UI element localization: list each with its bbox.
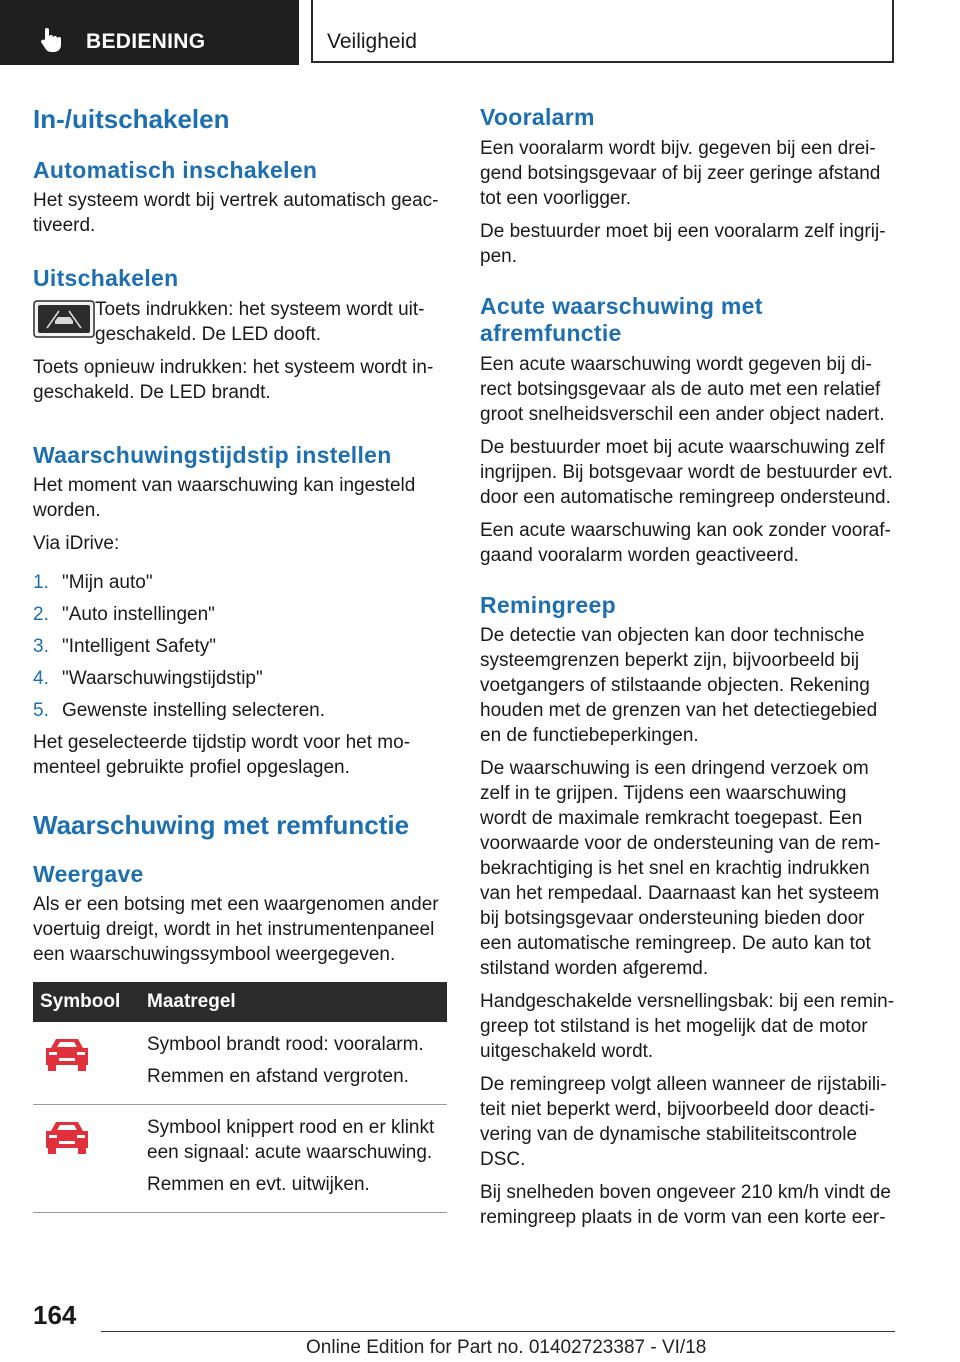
paragraph-time-2: Via iDrive:: [33, 532, 120, 554]
section-header: [311, 0, 894, 63]
heading-waarschuwing-remfunctie: Waarschuwing met remfunctie: [33, 809, 410, 840]
left-column: [33, 100, 447, 1213]
paragraph-display: Als er een botsing met een waargenomen ander voertuig dreigt, wordt in het instrumentenpaneel een waarschuwingssymbool weergegeven.: [33, 893, 439, 965]
paragraph-time-1: Het moment van waarschuwing kan ingesteld worden.: [33, 474, 416, 521]
measure-text: Symbool brandt rood: vooralarm.: [147, 1033, 424, 1055]
column-header-symbool: Symbool: [33, 982, 147, 1022]
table-row: [33, 1022, 447, 1105]
paragraph-pre-2: De bestuurder moet bij een vooralarm zelf ingrijpen.: [480, 220, 886, 267]
section-title: Veiligheid: [327, 30, 417, 53]
paragraph-brake-4: De remingreep volgt alleen wanneer de rijstabiliteit niet beperkt werd, bijvoorbeeld door deactivering van de dynamische stabiliteitscontrole DSC.: [480, 1074, 887, 1171]
paragraph-off-2: Toets opnieuw indrukken: het systeem wordt ingeschakeld. De LED brandt.: [33, 357, 434, 404]
page-number: 164: [33, 1300, 77, 1330]
measure-text: Remmen en evt. uitwijken.: [147, 1173, 370, 1195]
heading-automatisch-inschakelen: Automatisch inschakelen: [33, 157, 318, 184]
hand-pointer-icon: [36, 24, 66, 54]
paragraph-brake-2: De waarschuwing is een dringend verzoek om zelf in te grijpen. Tijdens een waarschuwing wordt de maximale remkracht toegepast. Een voorwaarde voor de ondersteuning van de rembekrachtiging is het snel en krachtig indrukken van het rempedaal. Daarnaast kan het systeem bij botsingsgevaar ondersteuning bieden door een automatische remingreep. De auto kan tot stilstand worden afgeremd.: [480, 758, 881, 980]
list-item: 3. "Intelligent Safety": [33, 635, 216, 657]
collision-warning-button-icon: [33, 300, 95, 338]
heading-vooralarm: Vooralarm: [480, 104, 595, 130]
car-warning-icon: [41, 1034, 93, 1074]
measure-text: Remmen en afstand vergroten.: [147, 1065, 409, 1087]
edition-text: Online Edition for Part no. 01402723387 - VI/18: [306, 1337, 707, 1358]
paragraph-brake-3: Handgeschakelde versnellingsbak: bij een remingreep tot stilstand is het mogelijk dat de motor uitgeschakeld wordt.: [480, 991, 895, 1063]
list-item: 1. "Mijn auto": [33, 571, 153, 593]
paragraph-acute-3: Een acute waarschuwing kan ook zonder voorafgaand vooralarm worden geactiveerd.: [480, 519, 891, 566]
paragraph-acute-1: Een acute waarschuwing wordt gegeven bij direct botsingsgevaar als de auto met een relatief groot snelheidsverschil een ander object nadert.: [480, 353, 885, 425]
chapter-title: BEDIENING: [86, 30, 206, 53]
list-item: 2. "Auto instellingen": [33, 603, 215, 625]
chapter-tab: [0, 0, 299, 65]
heading-remingreep: Remingreep: [480, 591, 616, 618]
paragraph-brake-5: Bij snelheden boven ongeveer 210 km/h vindt de remingreep plaats in de vorm van een korte eer-: [480, 1182, 891, 1229]
heading-waarschuwingstijdstip: Waarschuwingstijdstip instellen: [33, 442, 392, 469]
paragraph-acute-2: De bestuurder moet bij acute waarschuwing zelf ingrijpen. Bij botsgevaar wordt de bestuurder evt. door een automatische remingreep ondersteund.: [480, 436, 893, 508]
idrive-steps: [33, 570, 447, 723]
column-header-maatregel: Maatregel: [147, 982, 447, 1022]
list-item: 5. Gewenste instelling selecteren.: [33, 699, 325, 721]
right-column: [480, 100, 896, 1230]
paragraph-auto: Het systeem wordt bij vertrek automatisch geactiveerd.: [33, 189, 439, 236]
heading-weergave: Weergave: [33, 861, 144, 888]
measure-text: Symbool knippert rood en er klinkt een signaal: acute waarschuwing.: [147, 1116, 435, 1163]
paragraph-off-1: Toets indrukken: het systeem wordt uitgeschakeld. De LED dooft.: [95, 299, 425, 346]
list-item: 4. "Waarschuwingstijdstip": [33, 667, 263, 689]
paragraph-brake-1: De detectie van objecten kan door technische systeemgrenzen beperkt zijn, bijvoorbeeld bij voetgangers of stilstaande objecten. Rekening houden met de grenzen van het detectiegebied en de functiebeperkingen.: [480, 625, 878, 747]
heading-in-uitschakelen: In-/uitschakelen: [33, 104, 230, 134]
car-warning-icon: [41, 1117, 93, 1157]
heading-uitschakelen: Uitschakelen: [33, 264, 179, 291]
footer-divider: [101, 1331, 895, 1332]
paragraph-pre-1: Een vooralarm wordt bijv. gegeven bij een dreigend botsingsgevaar of bij zeer geringe afstand tot een voorligger.: [480, 137, 881, 209]
table-row: [33, 1104, 447, 1212]
heading-acute-waarschuwing: Acute waarschuwing met afremfunctie: [480, 292, 763, 347]
symbol-table: [33, 982, 447, 1213]
button-instruction: [33, 297, 447, 347]
paragraph-time-3: Het geselecteerde tijdstip wordt voor het momenteel gebruikte profiel opgeslagen.: [33, 731, 411, 778]
